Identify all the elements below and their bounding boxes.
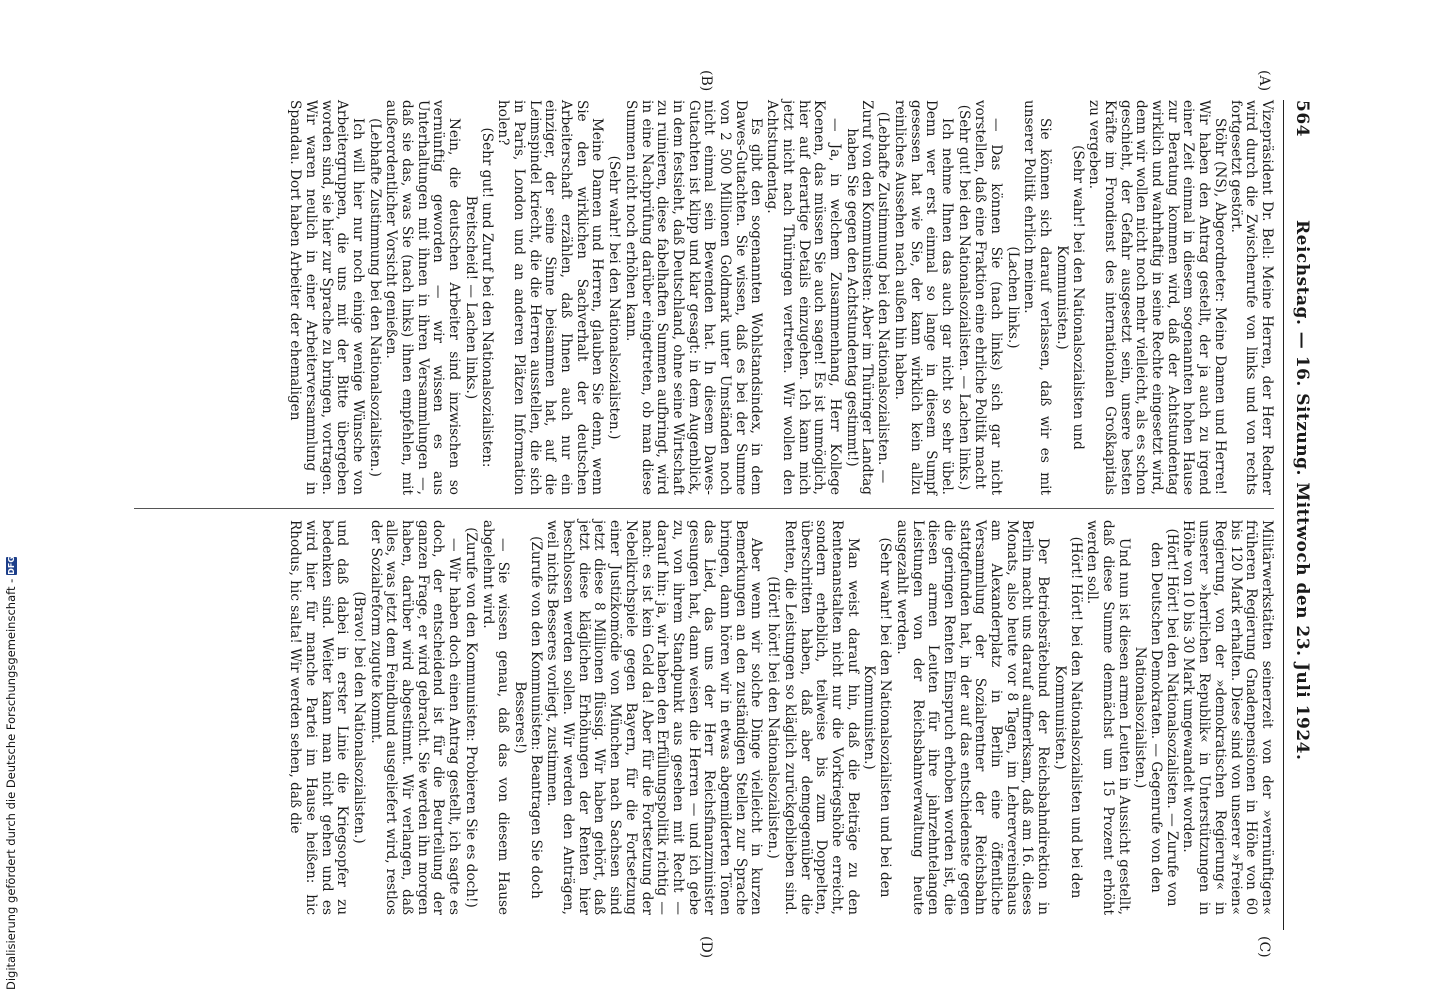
paragraph: Es gibt den sogenannten Wohlstandsindex, in dem Dawes-Gutachten. Sie wissen, daß es bei der Summe von 2 500 Millionen Goldmark unter Umständen noch nicht einmal sein Bewenden hat. In diesem Dawes-Gutachten ist klipp und klar gesagt: in dem Augenblick, in dem festsieht, daß Deutschland, ohne seine Wirtschaft zu ruinieren, diese fabelhaften Summen aufbringt, wird in eine Nachprüfung darüber eingetreten, ob man diese Summen nicht noch erhöhen kann.	[622, 100, 765, 495]
interjection: (Sehr gut! bei den Nationalsozialisten. — Lachen links.)	[955, 104, 972, 491]
paragraph: — Wir haben doch einen Antrag gestellt, ich sagte es doch, der entscheidend ist für die Beurteilung der ganzen Frage, er wird gebracht. Sie werden ihn morgen haben, darüber wird abgestimmt. Wir verlangen, daß alles, was jetzt dem Feindbund ausgeliefert wird, restlos der Sozialreform zugute kommt.	[367, 520, 463, 915]
credit-text-wrap	[4, 557, 18, 990]
paragraph: — Das können Sie (nach links) sich gar nicht vorstellen, daß eine Fraktion eine ehrliche Politik macht	[972, 100, 1005, 495]
paragraph: Aber wenn wir solche Dinge vielleicht in kurzen Bemerkungen an den zuständigen Stellen zur Sprache bringen, dann hören wir in etwas abgemilderten Tönen das Lied, das uns der Herr Reichsfinanzminister gesungen hat, dann weisen die Herren — und ich gebe zu, von ihrem Standpunkt aus gesehen mit Recht — darauf hin: ja, wir haben den Erfüllungspolitik richtig — nach: es ist kein Geld da! Aber für die Fortsetzung der Nebelkirchspiele gegen Bayern, für die Fortsetzung einer Justizkomödie von München nach Sachsen sind jetzt diese 8 Millionen flüssig. Wir haben gehört, daß jetzt diese kläglichen Erhöhungen der Renten hier beschlossen werden sollen. Wir werden den Anträgen, weil nichts Besseres vorliegt, zustimmen.	[544, 520, 765, 915]
interjection: (Zurufe von den Kommunisten: Probieren Sie es doch!)	[462, 527, 479, 908]
interjection: (Sehr gut! und Zuruf bei den Nationalsozialisten: Breitscheid! — Lachen links.)	[462, 127, 495, 468]
paragraph: Ich will hier nur noch einige wenige Wünsche von Arbeitergruppen, die uns mit der Bitte übergeben worden sind, sie hier zur Sprache zu bringen, vortragen. Wir waren neulich in einer Arbeiterversammlung in Spandau. Dort haben Arbeiter der ehemaligen	[287, 100, 366, 495]
margin-mark-c: (C)	[1256, 936, 1272, 958]
interjection: (Lachen links.)	[1004, 246, 1021, 349]
paragraph: Vizepräsident Dr. Bell: Meine Herren, der Herr Redner wird durch die Zwischenrufe von links und von rechts fortgesetzt gestört.	[1227, 100, 1275, 495]
interjection: (Lebhafte Zustimmung bei den Nationalsozialisten.)	[366, 118, 383, 477]
interjection: (Hört! hört! bei den Nationalsozialisten.)	[765, 576, 782, 859]
interjection: (Hört! Hört! bei den Nationalsozialisten und bei den Kommunisten.)	[1051, 536, 1084, 899]
page-title: Reichstag. — 16. Sitzung. Mittwoch den 23. Juli 1924.	[1292, 220, 1312, 761]
column-separator	[134, 508, 1274, 509]
paragraph: — Ja, in welchem Zusammenhang, Herr Kollege Koenen, das müssen Sie auch sagen! Es ist unmöglich, hier auf derartige Details einzugehen. Ich kann mich jetzt nicht nach Thüringen vertreten. Wir wollen den Achtstundentag.	[764, 100, 844, 495]
paragraph: — Sie wissen genau, daß das von diesem Hause abgelehnt wird.	[479, 520, 512, 915]
margin-mark-d: (D)	[698, 936, 714, 959]
dfg-logo-icon: DFG	[7, 556, 16, 575]
right-column	[286, 520, 1274, 915]
interjection: (Sehr wahr! bei den Nationalsozialisten.)	[606, 155, 623, 440]
interjection: (Sehr wahr! bei den Nationalsozialisten und Kommunisten.)	[1053, 145, 1086, 450]
paragraph: Man weist darauf hin, daß die Beiträge zu den Rentenanstalten nicht nur die Vorkriegshöhe erreicht, sondern erheblich, teilweise bis zum Doppelten, überschritten haben, daß aber demgegenüber die Renten, die Leistungen so kläglich zurückgeblieben sind.	[781, 520, 861, 915]
rotated-document	[114, 70, 1314, 959]
paragraph: und daß dabei in erster Linie die Kriegsopfer zu bedenken sind. Weiter kann man nicht gehen und es wird hier für manche Partei im Hause heißen: hic Rhodus, hic salta! Wir werden sehen, daß die	[287, 520, 351, 915]
margin-mark-a: (A)	[1256, 70, 1272, 92]
interjection: (Zurufe von den Kommunisten: Beantragen Sie doch Besseres!)	[511, 536, 544, 899]
paragraph: Meine Damen und Herren, glauben Sie denn, wenn Sie den wirklichen Sachverhalt der deutschen Arbeiterschaft erzählen, daß Ihnen auch nur ein einziger, der seine Sinne beisammen hat, auf die Leimspindel kriecht, die die Herren ausstellen, die sich in Paris, London und an anderen Plätzen Information holen?	[495, 100, 606, 495]
page-header	[1288, 100, 1314, 930]
left-column	[286, 100, 1274, 495]
paragraph: Ich nehme Ihnen das auch gar nicht so sehr übel. Denn wer erst einmal so lange in diesem Sumpf gesessen hat wie Sie, der kann wirklich kein allzu reinliches Aussehen nach außen hin haben.	[891, 100, 955, 495]
interjection: (Bravo! bei den Nationalsozialisten.)	[350, 591, 367, 844]
interjection: (Sehr wahr! bei den Nationalsozialisten und bei den Kommunisten.)	[861, 537, 894, 898]
interjection: (Lebhafte Zustimmung bei den Nationalsozialisten. — Zuruf von den Kommunisten: Aber im Thüringer Landtag haben Sie gegen den Achtstundentag gestimmt!)	[843, 100, 892, 495]
paragraph: Nein, die deutschen Arbeiter sind inzwischen so vernünftig geworden — wir wissen es aus Unterhaltungen mit ihnen in ihren Versammlungen —, daß sie das, was Sie (nach links) ihnen empfehlen, mit außerordentlicher Vorsicht genießen.	[383, 100, 463, 495]
credit-text: Digitalisierung gefördert durch die Deutsche Forschungsgemeinschaft -	[4, 578, 18, 990]
digitization-credit	[0, 0, 20, 1000]
paragraph: Stöhr (NS), Abgeordneter: Meine Damen und Herren! Wir haben den Antrag gestellt, der ja auch zu irgend einer Zeit einmal in diesem sogenannten hohen Hause zur Beratung kommen wird, daß der Achtstundentag wirklich und wahrhaftig in seine Rechte eingesetzt wird, denn wir wollen nicht noch mehr vielleicht, als es schon geschieht, der Gefahr ausgesetzt sein, unsere besten Kräfte im Frondienst des internationalen Großkapitals zu vergeben.	[1086, 100, 1228, 495]
page-number: 564	[1292, 100, 1312, 137]
header-rule	[1283, 100, 1284, 930]
interjection: (Hört! Hört! bei den Nationalsozialisten. — Zurufe von den Deutschen Demokraten. — Gegenrufe von den Nationalsozialisten.)	[1132, 528, 1180, 907]
paragraph: Militärwerkstätten seinerzeit von der »vernünftigen« früheren Regierung Gnadenpensionen in Höhe von 60 bis 120 Mark erhalten. Diese sind von unserer »Freien« Regierung, von der »demokratischen Regierung« in unserer »herrlichen Republik« in Unterstützungen in Höhe von 10 bis 30 Mark umgewandelt worden.	[1180, 520, 1275, 915]
paragraph: Sie können sich darauf verlassen, daß wir es mit unserer Politik ehrlich meinen.	[1021, 100, 1054, 495]
paragraph: Und nun ist diesen armen Leuten in Aussicht gestellt, daß diese Summe demnächst um 15 Prozent erhöht werden soll.	[1084, 520, 1132, 915]
paragraph: Der Betriebsrätebund der Reichsbahndirektion in Berlin macht uns darauf aufmerksam, daß am 16. dieses Monats, also heute vor 8 Tagen, im Lehrervereinshaus am Alexanderplatz in Berlin eine öffentliche Versammlung der Sozialrentner der Reichsbahn stattgefunden hat, in der auf das entschiedenste gegen die geringen Renten Einspruch erhoben worden ist, die diesen armen Leuten für ihre jahrzehntelangen Leistungen von der Reichsbahnverwaltung heute ausgezahlt werden.	[893, 520, 1052, 915]
margin-mark-b: (B)	[698, 70, 714, 92]
